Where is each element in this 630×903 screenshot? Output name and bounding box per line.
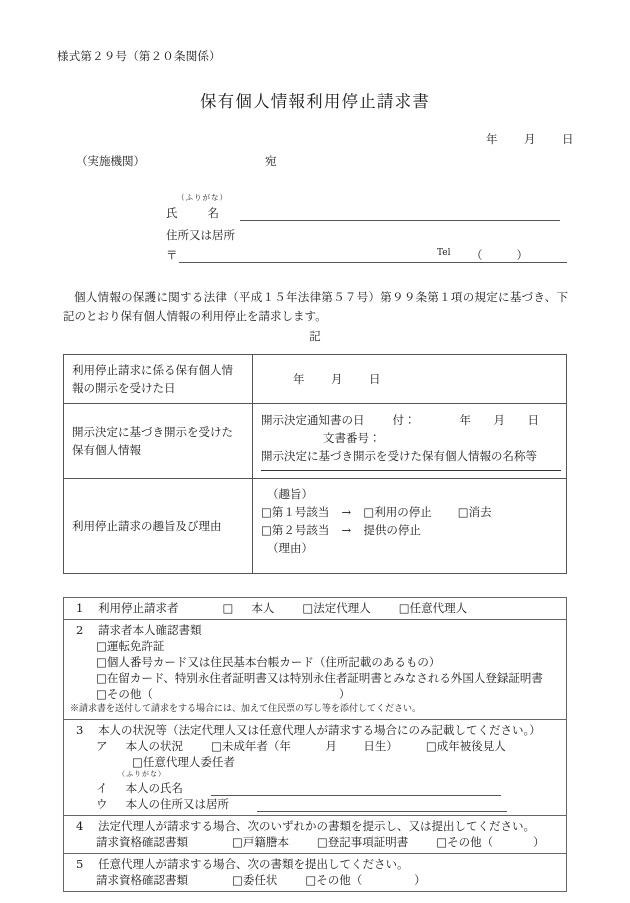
section-1-label: 利用停止請求者 — [98, 601, 179, 615]
checkbox-item-2[interactable]: □第２号該当 — [261, 523, 330, 537]
section-3b-mark: イ — [96, 781, 108, 795]
section-3-number: 3 — [76, 723, 84, 737]
section-4-label: 法定代理人が請求する場合、次のいずれかの書類を提示し、又は提出してください。 — [98, 819, 535, 833]
applicant-furigana-label: （ふりがな） — [177, 193, 228, 202]
disclosed-info-name-label: 開示決定に基づき開示を受けた保有個人情報の名称等 — [261, 449, 537, 463]
table-row — [64, 816, 567, 854]
section-4-doc-label: 請求資格確認書類 — [96, 835, 188, 849]
checkbox-stop-use[interactable]: □利用の停止 — [363, 505, 432, 519]
checkbox-legal-agent[interactable]: □法定代理人 — [302, 601, 371, 615]
checkbox-other-doc[interactable] — [70, 686, 560, 702]
table-row — [64, 620, 567, 720]
notice-tsuke-label: 付： — [392, 413, 416, 427]
checkbox-residence-card[interactable]: □在留カード、特別永住者証明書又は特別永住者証明書とみなされる外国人登録証明書 — [96, 671, 543, 685]
section-5-label: 任意代理人が請求する場合、次の書類を提出してください。 — [98, 857, 409, 871]
section-3-cell[interactable] — [64, 720, 567, 816]
minor-birth-month-label: 月 — [325, 739, 337, 753]
section-3-row-c[interactable] — [70, 796, 560, 812]
checkbox-voluntary-delegator[interactable]: □任意代理人委任者 — [132, 755, 235, 769]
ki-marker: 記 — [309, 329, 321, 343]
section-5-options[interactable] — [70, 872, 560, 888]
reason-heading: （理由） — [267, 541, 313, 555]
disclosure-info-table — [63, 354, 567, 574]
applicant-address-input[interactable] — [179, 247, 567, 263]
section-2-number: 2 — [76, 623, 84, 637]
checkbox-family-register[interactable]: □戸籍謄本 — [232, 835, 289, 849]
table-row — [64, 355, 567, 404]
postal-mark-icon: 〒 — [166, 248, 178, 262]
table-row — [64, 720, 567, 816]
row-header-purpose-reason: 利用停止請求の趣旨及び理由 — [64, 479, 253, 574]
disclosure-year-label: 年 — [293, 372, 305, 386]
section-3c-label: 本人の住所又は居所 — [125, 797, 229, 811]
checkbox-item-1[interactable]: □第１号該当 — [261, 505, 330, 519]
agency-row — [76, 153, 277, 169]
table-row — [64, 479, 567, 574]
section-4-header — [70, 818, 560, 834]
agency-ate-label: 宛 — [265, 154, 277, 168]
checkbox-adult-ward[interactable]: □成年被後見人 — [425, 739, 506, 753]
notice-date-line — [261, 411, 558, 429]
section-2-note: ※請求書を送付して請求をする場合には、加えて住民票の写し等を添付してください。 — [70, 704, 422, 714]
section-1-cell[interactable] — [64, 598, 567, 620]
page-title: 保有個人情報利用停止請求書 — [199, 92, 431, 111]
agency-label: （実施機関） — [76, 154, 145, 168]
stop-provision-label: 提供の停止 — [363, 523, 421, 537]
lead-paragraph: 個人情報の保護に関する法律（平成１５年法律第５７号）第９９条第１項の規定に基づき、下記のとおり保有個人情報の利用停止を請求します。 — [63, 290, 568, 323]
arrow-icon: → — [341, 523, 352, 537]
minor-birth-day-label: 日生） — [363, 739, 398, 753]
purpose-option-1-row[interactable] — [261, 503, 558, 521]
disclosed-info-name-input[interactable] — [261, 469, 561, 471]
notice-date-label: 開示決定通知書の日 — [261, 413, 365, 427]
arrow-icon: → — [341, 505, 352, 519]
section-3a-label: 本人の状況 — [125, 739, 183, 753]
table-row — [64, 854, 567, 892]
section-3c-mark: ウ — [96, 797, 108, 811]
section-2-cell[interactable] — [64, 620, 567, 720]
minor-birth-year-label: 年 — [279, 739, 291, 753]
disclosure-date-cell[interactable] — [253, 355, 567, 404]
checkbox-other-4[interactable]: □その他（ — [436, 835, 494, 849]
checkbox-other-5-close: ） — [414, 873, 426, 887]
row-header-disclosed-info: 開示決定に基づき開示を受けた保有個人情報 — [64, 404, 253, 479]
applicant-address-row — [166, 247, 570, 263]
principal-name-input[interactable] — [211, 783, 501, 796]
disclosure-day-label: 日 — [369, 372, 381, 386]
section-5-header — [70, 856, 560, 872]
section-2-header — [70, 622, 560, 638]
section-1-row — [70, 600, 560, 616]
section-2-label: 請求者本人確認書類 — [98, 623, 202, 637]
submission-date-line — [486, 131, 572, 147]
table-row — [64, 404, 567, 479]
section-3a-mark: ア — [96, 739, 108, 753]
checkbox-other-doc-close: ） — [338, 687, 351, 701]
section-4-options[interactable] — [70, 834, 560, 850]
applicant-verification-table — [63, 597, 567, 892]
purpose-heading: （趣旨） — [267, 487, 313, 501]
checkbox-other-4-close: ） — [533, 835, 545, 849]
telephone-label: Tel — [437, 248, 451, 258]
notice-year-label: 年 — [459, 413, 471, 427]
date-month-label: 月 — [524, 132, 536, 146]
checkbox-self-label[interactable]: 本人 — [251, 601, 275, 615]
date-day-label: 日 — [562, 132, 574, 146]
checkbox-self-box[interactable]: □ — [222, 601, 234, 615]
checkbox-mynumber-card[interactable]: □個人番号カード又は住民基本台帳カード（住所記載のあるもの） — [96, 655, 441, 669]
checkbox-registry-cert[interactable]: □登記事項証明書 — [316, 835, 409, 849]
applicant-name-input[interactable] — [240, 207, 560, 221]
checkbox-drivers-license[interactable]: □運転免許証 — [96, 639, 165, 653]
checkbox-erase[interactable]: □消去 — [457, 505, 492, 519]
checkbox-voluntary-agent[interactable]: □任意代理人 — [398, 601, 468, 615]
principal-address-input[interactable] — [257, 799, 507, 812]
section-3-header — [70, 722, 560, 738]
notice-month-label: 月 — [493, 413, 505, 427]
section-5-cell[interactable] — [64, 854, 567, 892]
checkbox-other-5[interactable]: □その他（ — [305, 873, 363, 887]
applicant-address-label: 住所又は居所 — [166, 228, 235, 242]
section-3-label: 本人の状況等（法定代理人又は任意代理人が請求する場合にのみ記載してください。） — [98, 723, 541, 737]
section-3-row-b[interactable] — [70, 780, 560, 796]
checkbox-power-of-attorney[interactable]: □委任状 — [232, 873, 278, 887]
checkbox-minor[interactable]: □未成年者（ — [211, 739, 280, 753]
section-3b-label: 本人の氏名 — [125, 781, 183, 795]
applicant-name-row — [166, 205, 568, 221]
section-4-cell[interactable] — [64, 816, 567, 854]
section-5-number: 5 — [76, 857, 84, 871]
principal-name-furigana: （ふりがな） — [118, 770, 166, 778]
date-year-label: 年 — [486, 132, 498, 146]
section-1-number: 1 — [76, 601, 84, 615]
purpose-option-2-row[interactable] — [261, 521, 558, 539]
document-number-label: 文書番号： — [323, 431, 381, 445]
disclosed-info-cell[interactable] — [253, 404, 567, 479]
row-header-disclosure-date: 利用停止請求に係る保有個人情報の開示を受けた日 — [64, 355, 253, 404]
purpose-reason-cell[interactable] — [253, 479, 567, 574]
disclosure-month-label: 月 — [331, 372, 343, 386]
applicant-name-label: 氏 名 — [166, 206, 219, 220]
form-number: 様式第２９号（第２０条関係） — [57, 49, 221, 63]
section-5-doc-label: 請求資格確認書類 — [96, 873, 188, 887]
notice-day-label: 日 — [527, 413, 539, 427]
table-row — [64, 598, 567, 620]
section-4-number: 4 — [76, 819, 84, 833]
section-3-row-a[interactable] — [70, 738, 560, 754]
checkbox-other-doc-label[interactable]: □その他（ — [96, 687, 153, 701]
telephone-input[interactable]: （ ） — [471, 248, 528, 262]
